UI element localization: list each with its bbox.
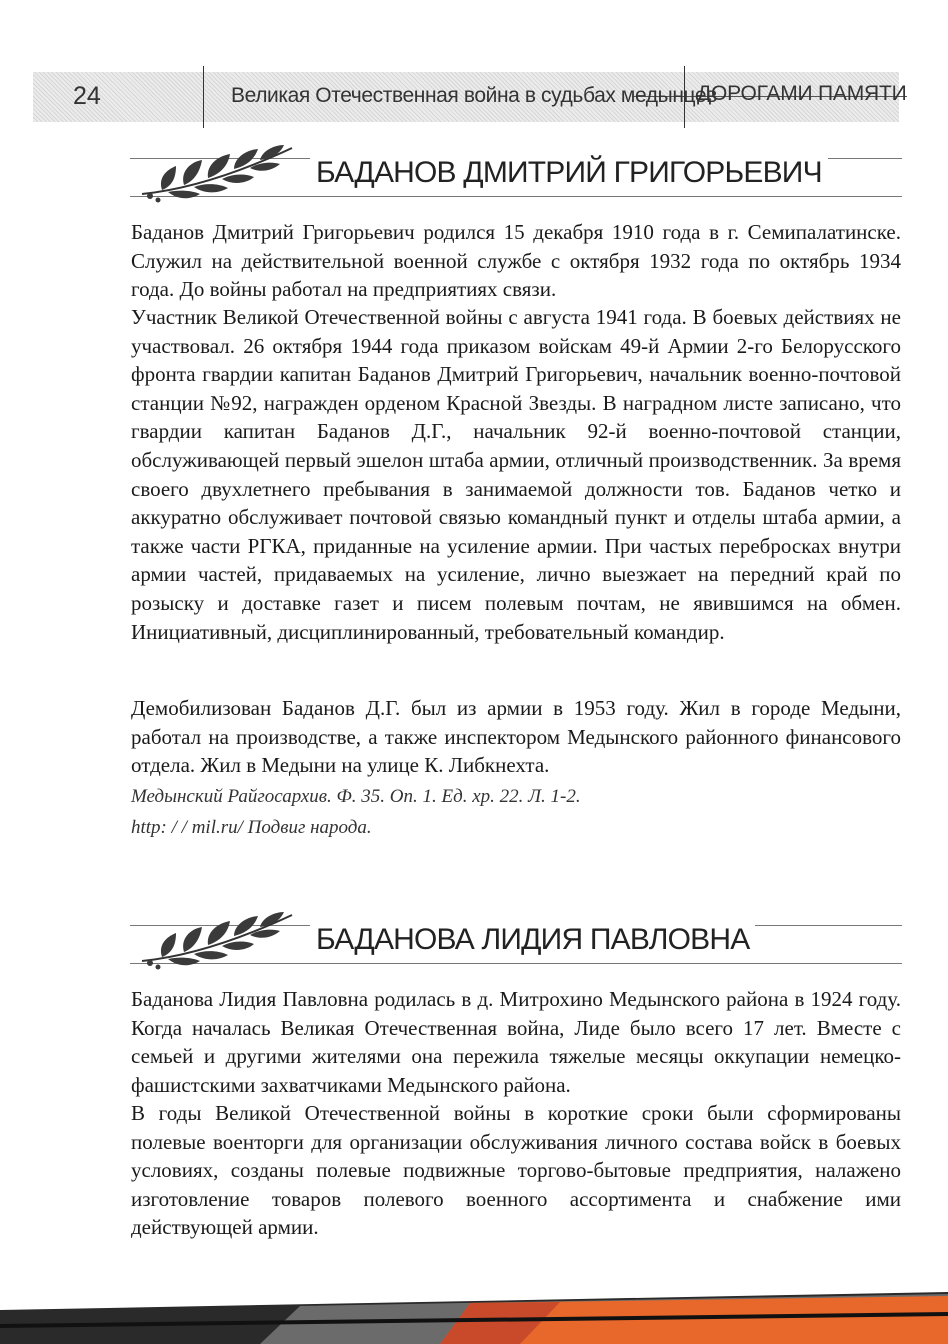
laurel-branch-icon — [132, 903, 302, 973]
entry-heading — [130, 148, 902, 218]
source-link: http: / / mil.ru/ Подвиг народа. — [131, 817, 372, 838]
laurel-branch-icon — [132, 136, 302, 206]
paragraph: Демобилизован Баданов Д.Г. был из армии в 1953 году. Жил в городе Медыни, работал на производстве, а также инспектором Медынского районного финансового отдела. Жил в Медыни на улице К. Либкнехта. — [131, 696, 901, 778]
person-name: БАДАНОВ ДМИТРИЙ ГРИГОРЬЕВИЧ — [310, 156, 828, 190]
source-citation: Медынский Райгосархив. Ф. 35. Оп. 1. Ед. хр. 22. Л. 1-2. — [131, 786, 581, 807]
paragraph: В годы Великой Отечественной войны в короткие сроки были сформированы полевые военторги для организации обслуживания личного состава войск в боевых условиях, созданы полевые подвижные торгово-бытовые предприятия, налажено изготовление товаров полевого военного ассортимента и снабжение ими действующей армии. — [131, 1101, 901, 1240]
paragraph: Баданова Лидия Павловна родилась в д. Митрохино Медынского района в 1924 году. Когда началась Великая Отечественная война, Лиде было всего 17 лет. Вместе с семьей и другими жителями она пережила тяжелые месяцы оккупации немецко-фашистскими захватчиками Медынского района. — [131, 987, 901, 1097]
page-number: 24 — [73, 82, 101, 110]
paragraph: Участник Великой Отечественной войны с августа 1941 года. В боевых действиях не участвовал. 26 октября 1944 года приказом войскам 49-й Армии 2-го Белорусского фронта гвардии капитан Баданов Дмитрий Григорьевич, начальник военно-почтовой станции №92, награжден орденом Красной Звезды. В наградном листе записано, что гвардии капитан Баданов Д.Г., начальник 92-й военно-почтовой станции, обслуживающей первый эшелон штаба армии, отличный производственник. За время своего двухлетнего пребывания в занимаемой должности тов. Баданов четко и аккуратно обслуживает почтовой связью командный пункт и отделы штаба армии, а также части РГКА, приданные на усиление армии. При частых перебросках внутри армии частей, придаваемых на усиление, лично выезжает на передний край по розыску и доставке газет и писем полевым почтам, не явившимся на обмен. Инициативный, дисциплинированный, требовательный командир. — [131, 305, 901, 644]
section-title: ДОРОГАМИ ПАМЯТИ — [697, 82, 907, 105]
running-title: Великая Отечественная война в судьбах медынцев — [231, 84, 717, 107]
person-name: БАДАНОВА ЛИДИЯ ПАВЛОВНА — [310, 923, 755, 957]
page-edge-strip — [0, 1290, 948, 1344]
paragraph: Баданов Дмитрий Григорьевич родился 15 декабря 1910 года в г. Семипалатинске. Служил на действительной военной службе с октября 1932 года по октябрь 1934 года. До войны работал на предприятиях связи. — [131, 220, 901, 302]
running-header — [33, 72, 907, 122]
entry-heading — [130, 915, 902, 985]
header-divider — [203, 66, 204, 128]
